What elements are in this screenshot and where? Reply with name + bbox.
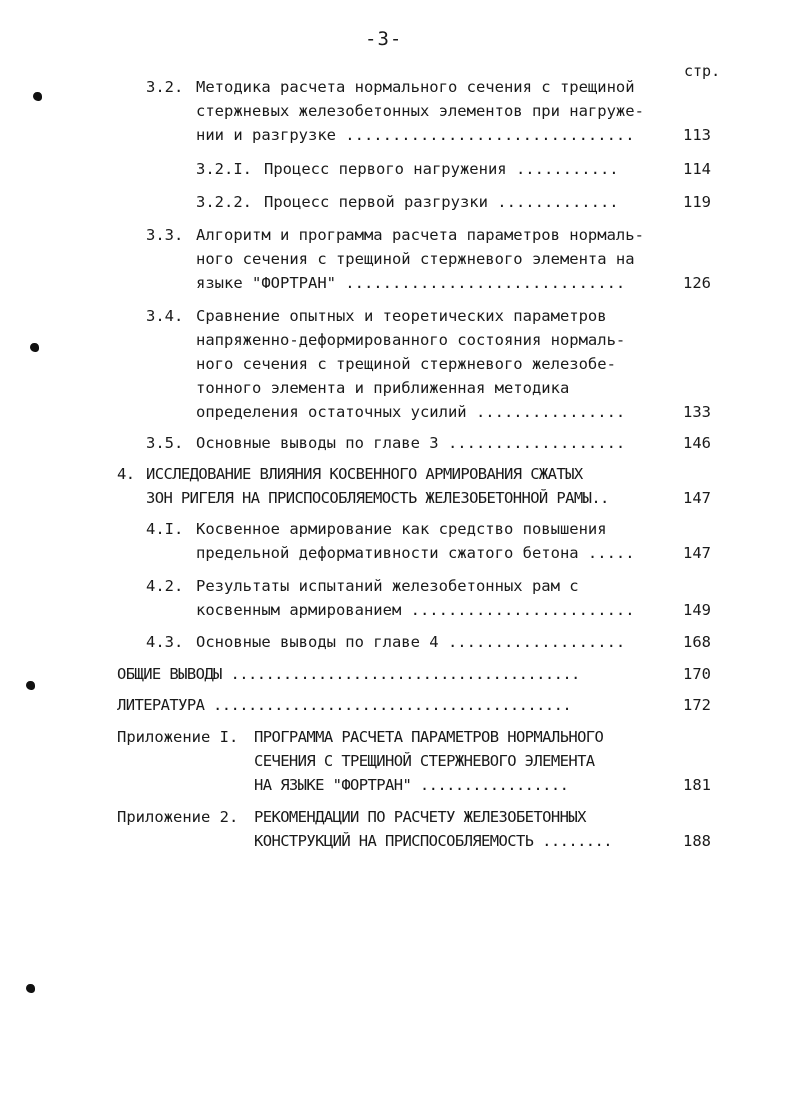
toc-entry-line: Процесс первой разгрузки ............. <box>264 193 619 211</box>
toc-entry-line: Результаты испытаний железобетонных рам с <box>196 577 579 595</box>
toc-entry-page: 147 <box>683 544 711 562</box>
toc-entry-number: 4.2. <box>146 577 184 595</box>
toc-entry-line: стержневых железобетонных элементов при нагруже- <box>196 102 644 120</box>
toc-entry-line: ОБЩИЕ ВЫВОДЫ ........................................ <box>117 665 580 683</box>
toc-entry-line: ИССЛЕДОВАНИЕ ВЛИЯНИЯ КОСВЕННОГО АРМИРОВАНИЯ СЖАТЫХ <box>146 465 583 483</box>
toc-entry-line: Методика расчета нормального сечения с трещиной <box>196 78 635 96</box>
toc-entry-line: ного сечения с трещиной стержневого элемента на <box>196 250 635 268</box>
toc-entry-line: напряженно-деформированного состояния нормаль- <box>196 331 626 349</box>
toc-entry-line: КОНСТРУКЦИЙ НА ПРИСПОСОБЛЯЕМОСТЬ ........ <box>254 832 613 850</box>
toc-entry-number: Приложение 2. <box>117 808 239 826</box>
toc-entry-line: ЗОН РИГЕЛЯ НА ПРИСПОСОБЛЯЕМОСТЬ ЖЕЛЕЗОБЕТОННОЙ РАМЫ.. <box>146 489 609 507</box>
toc-entry-page: 181 <box>683 776 711 794</box>
toc-entry-line: косвенным армированием ........................ <box>196 601 635 619</box>
toc-entry-line: языке "ФОРТРАН" .............................. <box>196 274 626 292</box>
toc-entry-number: 3.2. <box>146 78 184 96</box>
toc-entry-page: 146 <box>683 434 711 452</box>
toc-entry-number: 3.2.2. <box>196 193 252 211</box>
binder-mark <box>30 343 39 352</box>
toc-entry-line: Алгоритм и программа расчета параметров нормаль- <box>196 226 644 244</box>
toc-entry-line: Процесс первого нагружения ........... <box>264 160 619 178</box>
toc-entry-line: РЕКОМЕНДАЦИИ ПО РАСЧЕТУ ЖЕЛЕЗОБЕТОННЫХ <box>254 808 586 826</box>
toc-entry-line: предельной деформативности сжатого бетона ..... <box>196 544 635 562</box>
toc-entry-number: 4.3. <box>146 633 184 651</box>
binder-mark <box>26 681 35 690</box>
toc-entry-line: ПРОГРАММА РАСЧЕТА ПАРАМЕТРОВ НОРМАЛЬНОГО <box>254 728 604 746</box>
toc-entry-page: 114 <box>683 160 711 178</box>
toc-entry-page: 119 <box>683 193 711 211</box>
toc-entry-page: 170 <box>683 665 711 683</box>
toc-entry-line: Основные выводы по главе 4 ................... <box>196 633 626 651</box>
toc-entry-line: Основные выводы по главе 3 ................... <box>196 434 626 452</box>
toc-entry-page: 147 <box>683 489 711 507</box>
toc-entry-page: 172 <box>683 696 711 714</box>
toc-entry-line: определения остаточных усилий ................ <box>196 403 626 421</box>
toc-entry-number: 4.I. <box>146 520 184 538</box>
toc-entry-line: ЛИТЕРАТУРА ......................................... <box>117 696 572 714</box>
toc-entry-line: ного сечения с трещиной стержневого железобе- <box>196 355 616 373</box>
page-number: -3- <box>365 28 403 50</box>
toc-entry-page: 126 <box>683 274 711 292</box>
toc-entry-line: нии и разгрузке ............................... <box>196 126 635 144</box>
toc-entry-line: Косвенное армирование как средство повышения <box>196 520 607 538</box>
toc-entry-line: Сравнение опытных и теоретических параметров <box>196 307 607 325</box>
toc-entry-page: 188 <box>683 832 711 850</box>
toc-entry-number: 3.2.I. <box>196 160 252 178</box>
binder-mark <box>33 92 42 101</box>
binder-mark <box>26 984 35 993</box>
toc-entry-number: 3.4. <box>146 307 184 325</box>
toc-entry-page: 133 <box>683 403 711 421</box>
toc-entry-page: 149 <box>683 601 711 619</box>
toc-entry-line: тонного элемента и приближенная методика <box>196 379 570 397</box>
toc-entry-line: НА ЯЗЫКЕ "ФОРТРАН" ................. <box>254 776 569 794</box>
toc-entry-number: Приложение I. <box>117 728 239 746</box>
toc-entry-page: 168 <box>683 633 711 651</box>
toc-entry-number: 3.3. <box>146 226 184 244</box>
toc-entry-number: 3.5. <box>146 434 184 452</box>
toc-entry-number: 4. <box>117 465 135 483</box>
page-column-label: стр. <box>684 62 721 80</box>
toc-entry-line: СЕЧЕНИЯ С ТРЕЩИНОЙ СТЕРЖНЕВОГО ЭЛЕМЕНТА <box>254 752 595 770</box>
toc-entry-page: 113 <box>683 126 711 144</box>
